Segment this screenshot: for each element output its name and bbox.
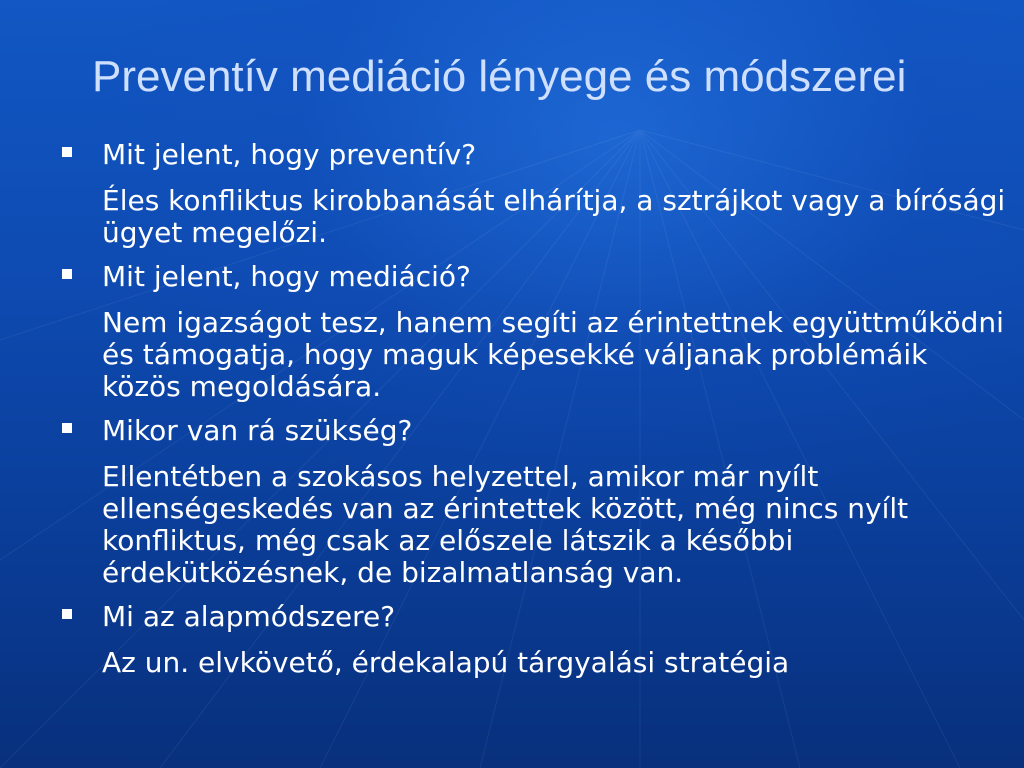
answer-text: Éles konfliktus kirobbanását elhárítja, a sztrájkot vagy a bírósági ügyet megelőzi. — [102, 184, 1006, 249]
list-item — [62, 595, 1007, 685]
slide-title: Preventív mediáció lényege és módszerei — [92, 52, 907, 101]
list-item — [62, 255, 1007, 409]
square-bullet-icon — [62, 147, 72, 157]
answer-text: Ellentétben a szokásos helyzettel, amikor már nyílt ellenségeskedés van az érintettek között, még nincs nyílt konfliktus, még csak az előszele látszik a későbbi érdekütközésnek, de bizalmatlanság van. — [102, 460, 909, 589]
answer-text: Nem igazságot tesz, hanem segíti az érintettnek együttműködni és támogatja, hogy maguk képesekké váljanak problémáik közös megoldására. — [102, 306, 1004, 403]
square-bullet-icon — [62, 269, 72, 279]
question-text: Mit jelent, hogy preventív? — [102, 138, 477, 171]
bullet-list — [62, 133, 1007, 685]
answer-text: Az un. elvkövető, érdekalapú tárgyalási stratégia — [102, 646, 790, 679]
list-item — [62, 133, 1007, 255]
question-text: Mit jelent, hogy mediáció? — [102, 260, 471, 293]
question-text: Mi az alapmódszere? — [102, 600, 396, 633]
square-bullet-icon — [62, 609, 72, 619]
list-item — [62, 409, 1007, 595]
question-text: Mikor van rá szükség? — [102, 414, 413, 447]
square-bullet-icon — [62, 423, 72, 433]
